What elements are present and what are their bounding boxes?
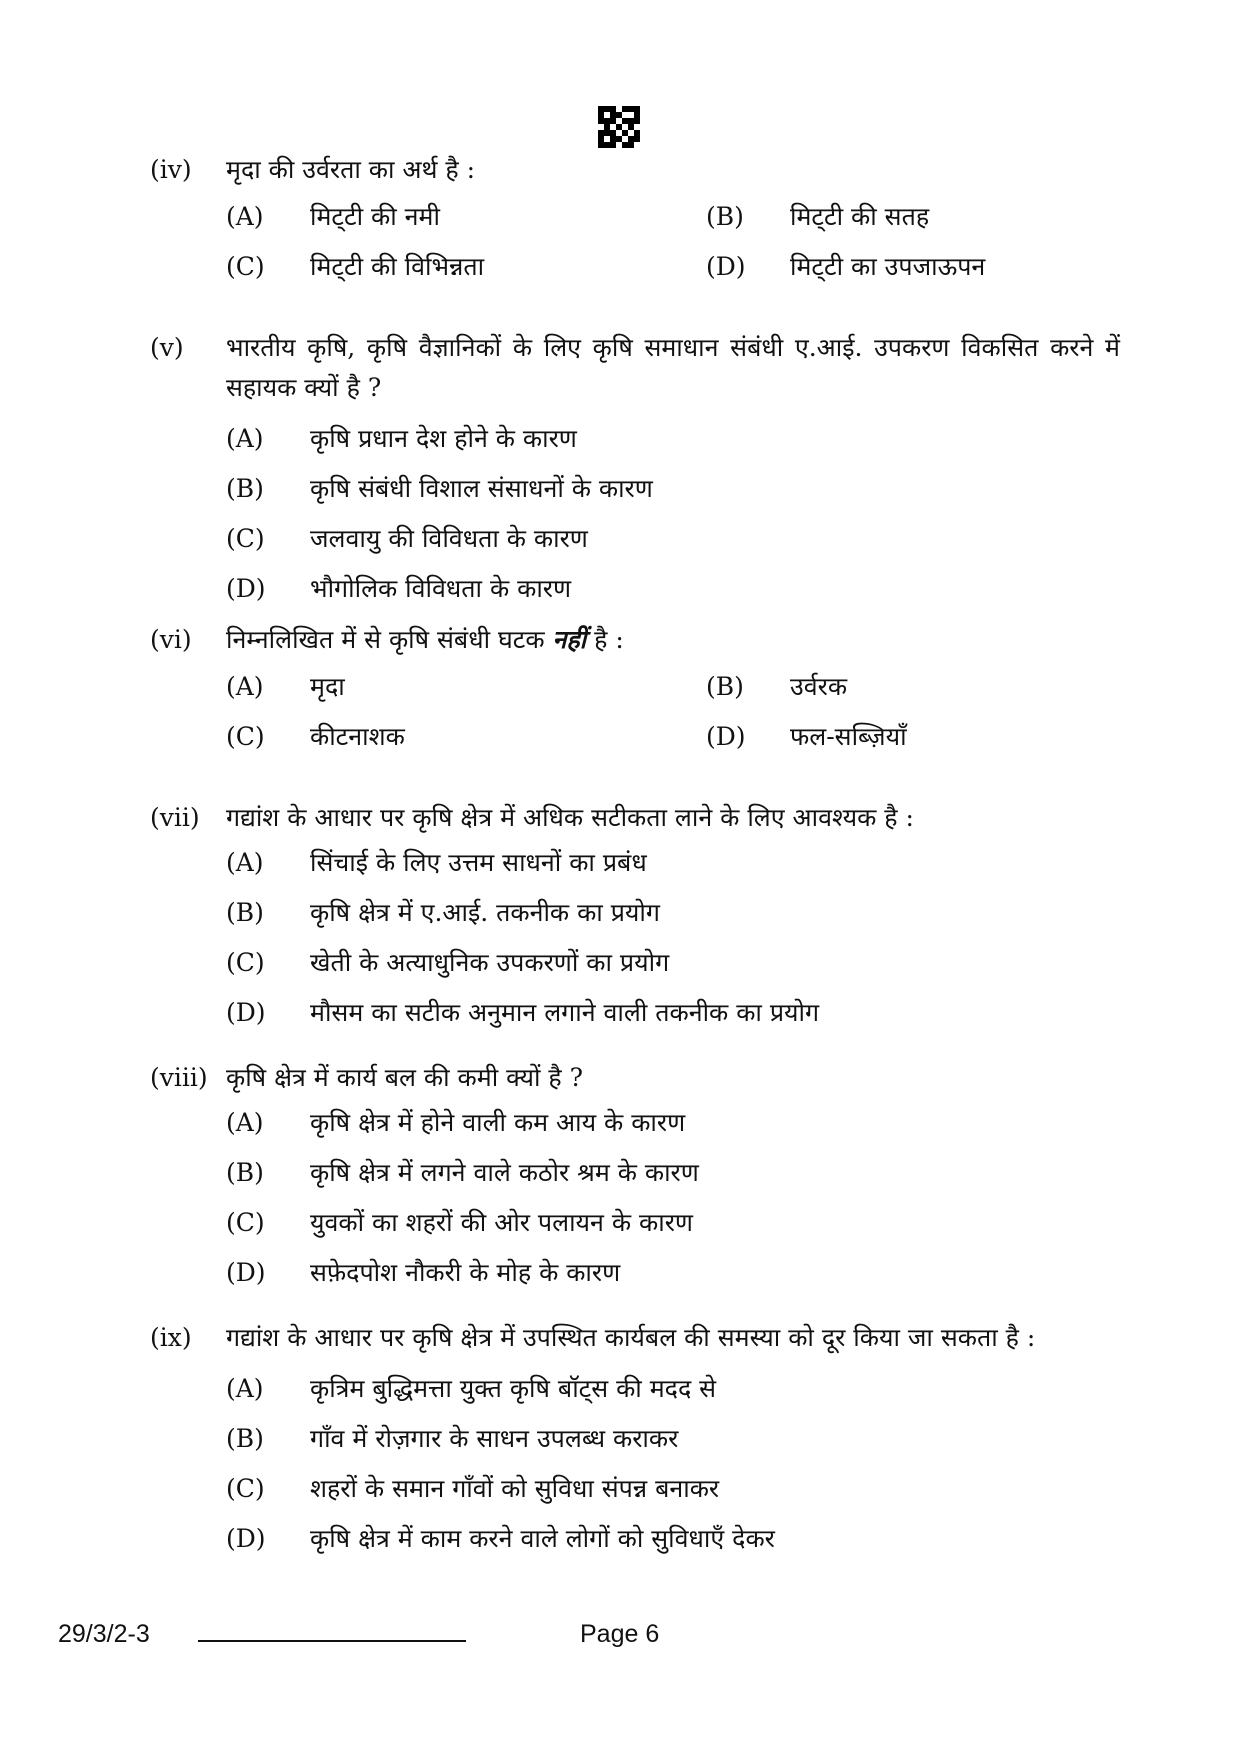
- question-text: निम्नलिखित में से कृषि संबंधी घटक नहीं है :: [226, 625, 624, 654]
- option-a: (A) कृत्रिम बुद्धिमत्ता युक्त कृषि बॉट्स की मदद से: [226, 1374, 717, 1403]
- option-c: (C) खेती के अत्याधुनिक उपकरणों का प्रयोग: [226, 948, 670, 977]
- question-number: (vii): [150, 803, 200, 832]
- option-b: (B) कृषि क्षेत्र में ए.आई. तकनीक का प्रयोग: [226, 898, 660, 927]
- option-b: (B) कृषि संबंधी विशाल संसाधनों के कारण: [226, 474, 653, 503]
- question-number: (ix): [150, 1323, 192, 1352]
- question-viii: [150, 1058, 1120, 1298]
- question-number: (vi): [150, 625, 192, 654]
- question-ix: [150, 1318, 1120, 1564]
- option-d: (D) कृषि क्षेत्र में काम करने वाले लोगों को सुविधाएँ देकर: [226, 1524, 775, 1553]
- option-c: (C) कीटनाशक: [226, 722, 405, 751]
- option-b: (B) उर्वरक: [706, 672, 848, 701]
- option-c: (C) युवकों का शहरों की ओर पलायन के कारण: [226, 1208, 694, 1237]
- footer-divider: [198, 1640, 466, 1642]
- question-number: (v): [150, 333, 184, 362]
- question-text: मृदा की उर्वरता का अर्थ है :: [226, 155, 476, 184]
- option-c: (C) जलवायु की विविधता के कारण: [226, 524, 588, 553]
- option-c: (C) मिट्‌टी की विभिन्नता: [226, 252, 485, 281]
- question-text: भारतीय कृषि, कृषि वैज्ञानिकों के लिए कृषि समाधान संबंधी ए.आई. उपकरण विकसित करने में सहायक क्यों है ?: [226, 333, 1120, 402]
- option-a: (A) मिट्‌टी की नमी: [226, 202, 440, 231]
- option-a: (A) मृदा: [226, 672, 345, 701]
- question-number: (viii): [150, 1063, 208, 1092]
- paper-code: 29/3/2-3: [58, 1620, 150, 1648]
- option-b: (B) गाँव में रोज़गार के साधन उपलब्ध कराकर: [226, 1424, 679, 1453]
- option-a: (A) सिंचाई के लिए उत्तम साधनों का प्रबंध: [226, 848, 647, 877]
- question-vii: [150, 798, 1120, 1038]
- negation-emphasis: नहीं: [552, 625, 587, 654]
- question-v: [150, 328, 1120, 614]
- question-text: गद्यांश के आधार पर कृषि क्षेत्र में अधिक सटीकता लाने के लिए आवश्यक है :: [226, 803, 914, 832]
- question-text: कृषि क्षेत्र में कार्य बल की कमी क्यों है ?: [226, 1063, 584, 1092]
- page-number: Page 6: [580, 1620, 660, 1648]
- option-d: (D) फल-सब्ज़ियाँ: [706, 722, 907, 751]
- question-text: गद्यांश के आधार पर कृषि क्षेत्र में उपस्थित कार्यबल की समस्या को दूर किया जा सकता है :: [226, 1323, 1036, 1352]
- option-c: (C) शहरों के समान गाँवों को सुविधा संपन्न बनाकर: [226, 1474, 720, 1503]
- option-a: (A) कृषि प्रधान देश होने के कारण: [226, 424, 577, 453]
- option-d: (D) सफ़ेदपोश नौकरी के मोह के कारण: [226, 1258, 621, 1287]
- option-d: (D) मिट्‌टी का उपजाऊपन: [706, 252, 986, 281]
- question-number: (iv): [150, 155, 192, 184]
- qr-code: [598, 106, 640, 148]
- question-vi: [150, 620, 1120, 762]
- page-footer: [0, 1620, 1241, 1660]
- question-iv: [150, 150, 1120, 292]
- option-d: (D) भौगोलिक विविधता के कारण: [226, 574, 572, 603]
- option-a: (A) कृषि क्षेत्र में होने वाली कम आय के कारण: [226, 1108, 686, 1137]
- option-d: (D) मौसम का सटीक अनुमान लगाने वाली तकनीक का प्रयोग: [226, 998, 820, 1027]
- option-b: (B) मिट्‌टी की सतह: [706, 202, 930, 231]
- option-b: (B) कृषि क्षेत्र में लगने वाले कठोर श्रम के कारण: [226, 1158, 699, 1187]
